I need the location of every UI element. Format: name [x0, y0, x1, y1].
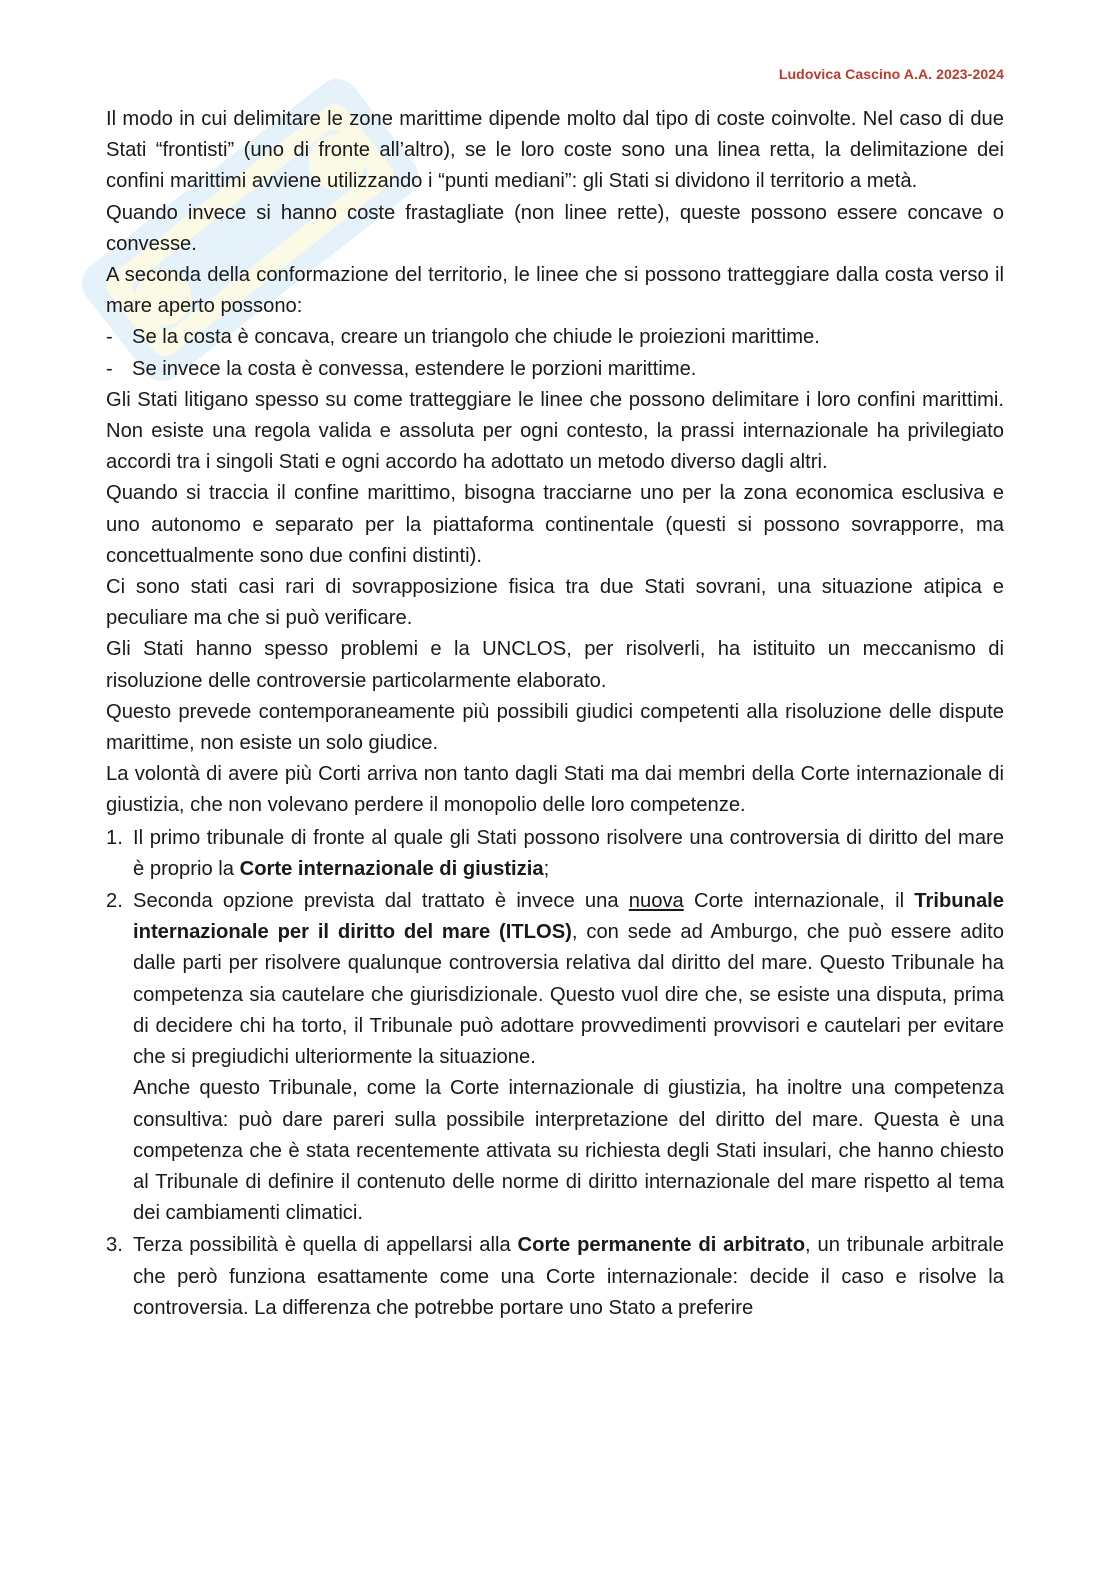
item-second-paragraph: Anche questo Tribunale, come la Corte internazionale di giustizia, ha inoltre una competenza consultiva: può dare pareri sulla possibile interpretazione del diritto del mare. Questa è una competenza che è stata recentemente attivata su richiesta degli Stati insulari, che hanno chiesto al Tribunale di definire il contenuto delle norme di diritto internazionale del mare rispetto al tema dei cambiamenti climatici.	[133, 1077, 1004, 1225]
bold-term: Corte internazionale di giustizia	[239, 857, 544, 880]
paragraph: Quando si traccia il confine marittimo, bisogna tracciarne uno per la zona economica esclusiva e uno autonomo e separato per la piattaforma continentale (questi si possono sovrapporre, ma concettualmente sono due confini distinti).	[106, 482, 1004, 567]
numbered-item-icj	[106, 823, 1004, 885]
list-item-text: Se la costa è concava, creare un triangolo che chiude le proiezioni marittime.	[132, 326, 820, 349]
paragraph: A seconda della conformazione del territorio, le linee che si possono tratteggiare dalla costa verso il mare aperto possono:	[106, 264, 1004, 318]
numbered-item-pca	[106, 1230, 1004, 1324]
dash-bullet: -	[106, 326, 113, 349]
list-item	[106, 354, 1004, 385]
paragraph: Gli Stati hanno spesso problemi e la UNCLOS, per risolverli, ha istituito un meccanismo di risoluzione delle controversie particolarmente elaborato.	[106, 638, 1004, 692]
list-item	[106, 322, 1004, 353]
numbered-list	[106, 823, 1004, 1324]
numbered-item-itlos	[106, 886, 1004, 1229]
item-text: Terza possibilità è quella di appellarsi alla Corte permanente di arbitrato, un tribunale arbitrale che però funziona esattamente come una Corte internazionale: decide il caso e risolve la controversia. La differenza che potrebbe portare uno Stato a preferire	[133, 1234, 1005, 1319]
bold-term: Corte permanente di arbitrato	[517, 1234, 806, 1257]
list-item-text: Se invece la costa è convessa, estendere le porzioni marittime.	[132, 357, 697, 380]
bold-term: Tribunale internazionale per il diritto del mare (ITLOS)	[133, 890, 1005, 944]
page-header-author: Ludovica Cascino A.A. 2023-2024	[778, 66, 1004, 82]
document-body	[106, 104, 1004, 1324]
item-number: 3.	[106, 1234, 123, 1257]
dash-list	[106, 322, 1004, 384]
paragraph: Gli Stati litigano spesso su come tratteggiare le linee che possono delimitare i loro confini marittimi. Non esiste una regola valida e assoluta per ogni contesto, la prassi internazionale ha privilegiato accordi tra i singoli Stati e ogni accordo ha adottato un metodo diverso dagli altri.	[106, 388, 1004, 474]
paragraph: Il modo in cui delimitare le zone marittime dipende molto dal tipo di coste coinvolte. Nel caso di due Stati “frontisti” (uno di fronte all’altro), se le loro coste sono una linea retta, la delimitazione dei confini marittimi avviene utilizzando i “punti mediani”: gli Stati si dividono il territorio a metà.	[106, 108, 1004, 193]
dash-bullet: -	[106, 357, 113, 380]
paragraph: Ci sono stati casi rari di sovrapposizione fisica tra due Stati sovrani, una situazione atipica e peculiare ma che si può verificare.	[106, 576, 1004, 630]
paragraph: Questo prevede contemporaneamente più possibili giudici competenti alla risoluzione delle dispute marittime, non esiste un solo giudice.	[106, 700, 1004, 755]
item-text: Il primo tribunale di fronte al quale gli Stati possono risolvere una controversia di diritto del mare è proprio la Corte internazionale di giustizia;	[133, 826, 1004, 880]
underlined-word: nuova	[628, 890, 684, 913]
item-number: 1.	[106, 826, 123, 849]
paragraph: Quando invece si hanno coste frastagliate (non linee rette), queste possono essere concave o convesse.	[106, 201, 1004, 255]
item-number: 2.	[106, 890, 123, 913]
paragraph: La volontà di avere più Corti arriva non tanto dagli Stati ma dai membri della Corte internazionale di giustizia, che non volevano perdere il monopolio delle loro competenze.	[106, 763, 1004, 817]
item-text: Seconda opzione prevista dal trattato è invece una nuova Corte internazionale, il Tribunale internazionale per il diritto del mare (ITLOS), con sede ad Amburgo, che può essere adito dalle parti per risolvere qualunque controversia relativa dal diritto del mare. Questo Tribunale ha competenza sia cautelare che giurisdizionale. Questo vuol dire che, se esiste una disputa, prima di decidere chi ha torto, il Tribunale può adottare provvedimenti provvisori e cautelari per evitare che si pregiudichi ulteriormente la situazione.	[133, 890, 1005, 1069]
